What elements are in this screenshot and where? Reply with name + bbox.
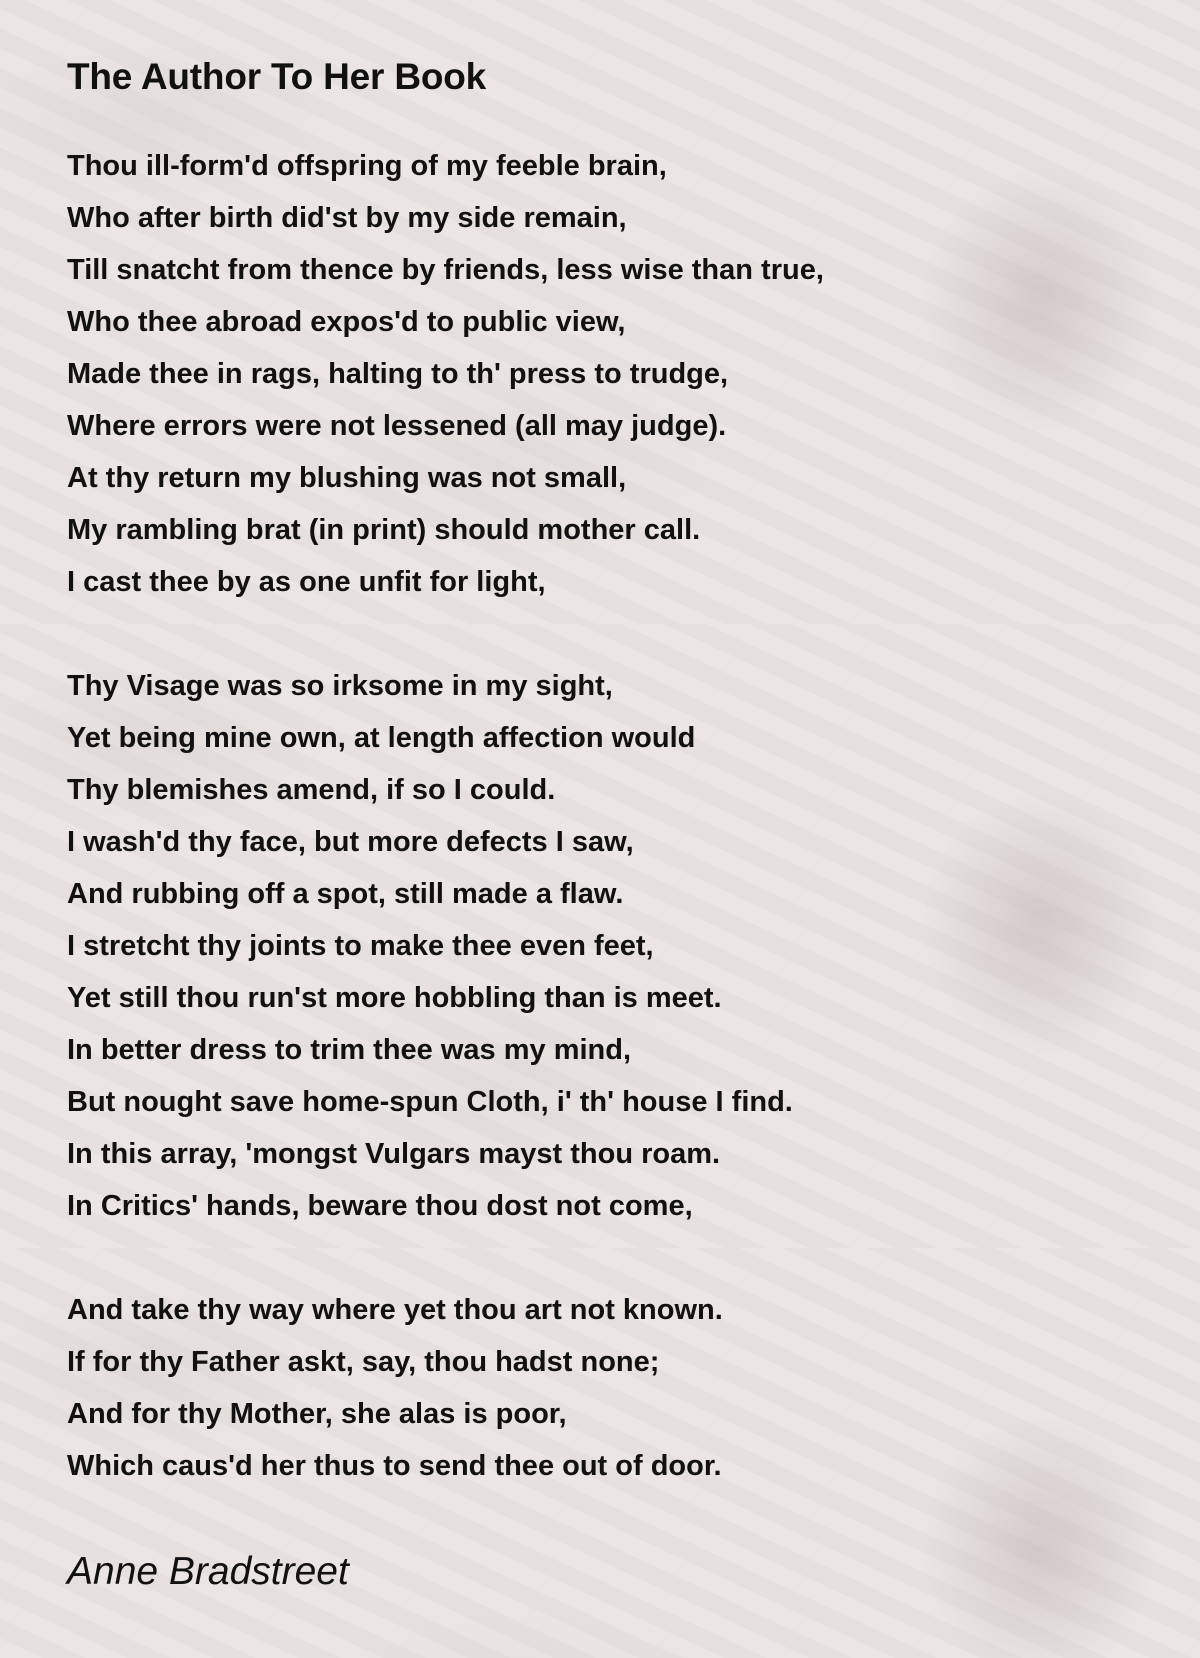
poem-line: And for thy Mother, she alas is poor,	[67, 1398, 567, 1430]
poem-line: Yet still thou run'st more hobbling than is meet.	[67, 982, 722, 1014]
poem-line: Where errors were not lessened (all may judge).	[67, 410, 727, 442]
poem-line: And take thy way where yet thou art not known.	[67, 1294, 723, 1326]
poem-line: Who after birth did'st by my side remain,	[67, 202, 627, 234]
poem-line: I wash'd thy face, but more defects I saw,	[67, 826, 634, 858]
poem-line: Which caus'd her thus to send thee out of door.	[67, 1450, 722, 1482]
poem-author: Anne Bradstreet	[67, 1550, 349, 1593]
poem-line: I stretcht thy joints to make thee even feet,	[67, 930, 654, 962]
poem-line: I cast thee by as one unfit for light,	[67, 566, 546, 598]
poem-line: At thy return my blushing was not small,	[67, 462, 627, 494]
poem-line: In this array, 'mongst Vulgars mayst thou roam.	[67, 1138, 721, 1170]
poem-line: Thy Visage was so irksome in my sight,	[67, 670, 613, 702]
poem-line: Till snatcht from thence by friends, less wise than true,	[67, 254, 824, 286]
poem-line: And rubbing off a spot, still made a flaw.	[67, 878, 624, 910]
poem-line: Who thee abroad expos'd to public view,	[67, 306, 626, 338]
poem-title: The Author To Her Book	[67, 56, 487, 97]
poem-line: In better dress to trim thee was my mind,	[67, 1034, 632, 1066]
poem-line: Made thee in rags, halting to th' press to trudge,	[67, 358, 729, 390]
stanza-2	[67, 660, 1147, 1232]
poem-line: My rambling brat (in print) should mother call.	[67, 514, 701, 546]
poem-line: But nought save home-spun Cloth, i' th' house I find.	[67, 1086, 793, 1118]
poem	[67, 50, 1147, 1600]
stanza-1	[67, 140, 1147, 608]
poem-line: Thy blemishes amend, if so I could.	[67, 774, 556, 806]
poem-line: If for thy Father askt, say, thou hadst none;	[67, 1346, 660, 1378]
poem-line: In Critics' hands, beware thou dost not come,	[67, 1190, 693, 1222]
poem-line: Thou ill-form'd offspring of my feeble brain,	[67, 150, 667, 182]
stanza-3	[67, 1284, 1147, 1492]
poem-line: Yet being mine own, at length affection would	[67, 722, 696, 754]
